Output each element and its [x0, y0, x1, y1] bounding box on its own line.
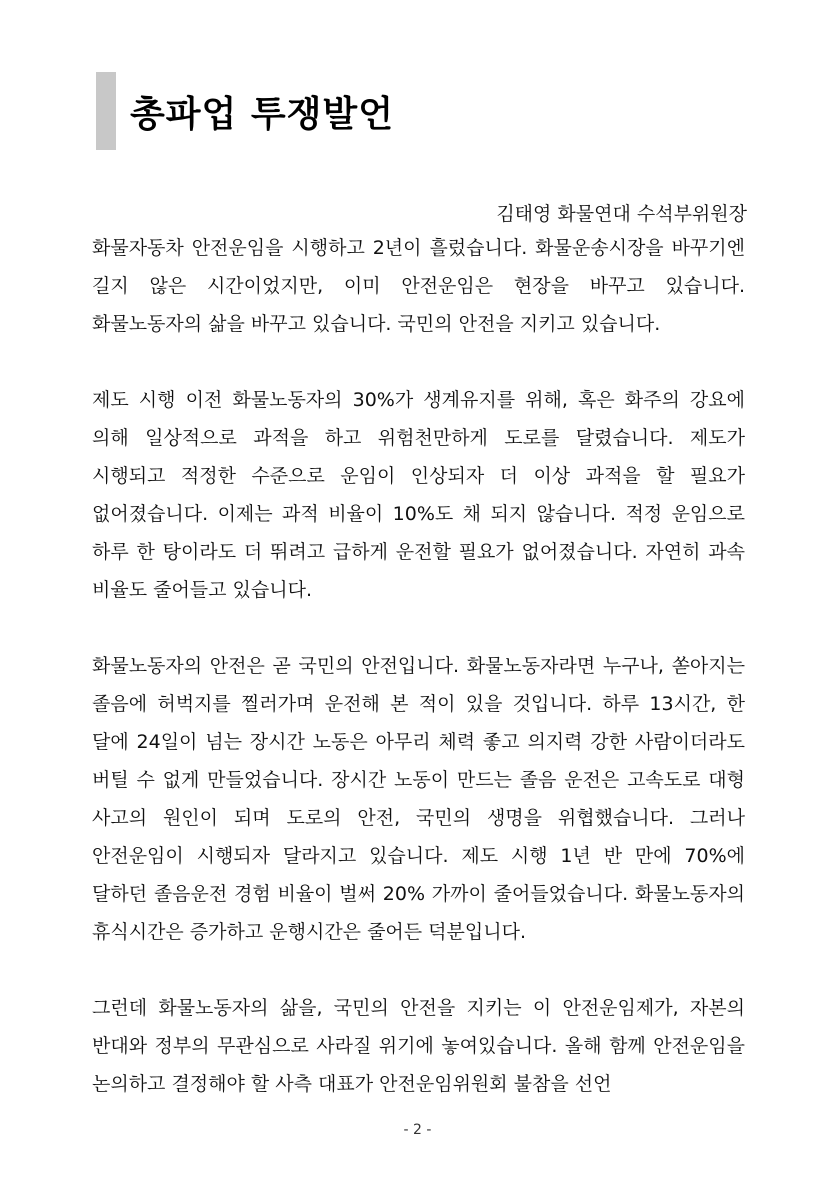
- title-block: [96, 72, 394, 150]
- page-number: - 2 -: [403, 1122, 432, 1138]
- title-accent-bar: [96, 72, 116, 150]
- document-body: [92, 229, 745, 1103]
- paragraph-1: 화물자동차 안전운임을 시행하고 2년이 흘렀습니다. 화물운송시장을 바꾸기엔 길지 않은 시간이었지만, 이미 안전운임은 현장을 바꾸고 있습니다. 화물노동자의 삶을 바꾸고 있습니다. 국민의 안전을 지키고 있습니다.: [92, 237, 745, 335]
- author-line: 김태영 화물연대 수석부위원장: [496, 203, 747, 225]
- paragraph-3: 화물노동자의 안전은 곧 국민의 안전입니다. 화물노동자라면 누구나, 쏟아지는 졸음에 허벅지를 찔러가며 운전해 본 적이 있을 것입니다. 하루 13시간, 한 달에 24일이 넘는 장시간 노동은 아무리 체력 좋고 의지력 강한 사람이더라도 버틸 수 없게 만들었습니다. 장시간 노동이 만드는 졸음 운전은 고속도로 대형 사고의 원인이 되며 도로의 안전, 국민의 생명을 위협했습니다. 그러나 안전운임이 시행되자 달라지고 있습니다. 제도 시행 1년 반 만에 70%에 달하던 졸음운전 경험 비율이 벌써 20% 가까이 줄어들었습니다. 화물노동자의 휴식시간은 증가하고 운행시간은 줄어든 덕분입니다.: [92, 655, 745, 943]
- paragraph-4: 그런데 화물노동자의 삶을, 국민의 안전을 지키는 이 안전운임제가, 자본의 반대와 정부의 무관심으로 사라질 위기에 놓여있습니다. 올해 함께 안전운임을 논의하고 결정해야 할 사측 대표가 안전운임위원회 불참을 선언: [92, 997, 745, 1095]
- page-title: 총파업 투쟁발언: [130, 93, 394, 135]
- paragraph-2: 제도 시행 이전 화물노동자의 30%가 생계유지를 위해, 혹은 화주의 강요에 의해 일상적으로 과적을 하고 위험천만하게 도로를 달렸습니다. 제도가 시행되고 적정한 수준으로 운임이 인상되자 더 이상 과적을 할 필요가 없어졌습니다. 이제는 과적 비율이 10%도 채 되지 않습니다. 적정 운임으로 하루 한 탕이라도 더 뛰려고 급하게 운전할 필요가 없어졌습니다. 자연히 과속 비율도 줄어들고 있습니다.: [92, 389, 745, 601]
